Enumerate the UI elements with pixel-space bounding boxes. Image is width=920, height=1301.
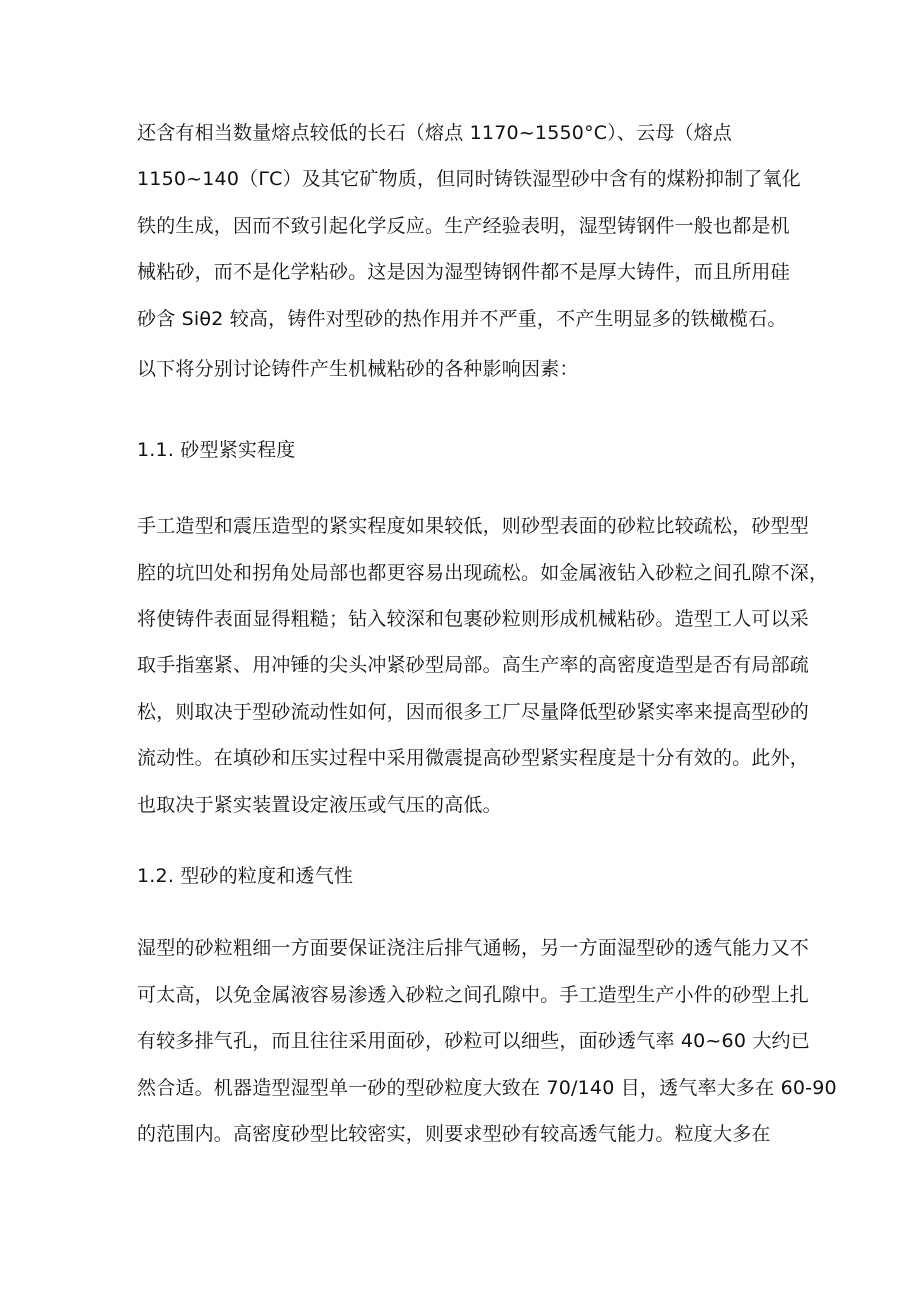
section-heading: 1.2. 型砂的粒度和透气性 xyxy=(137,865,354,887)
paragraph-line: 可太高，以免金属液容易渗透入砂粒之间孔隙中。手工造型生产小件的砂型上扎 xyxy=(137,984,810,1006)
paragraph-line: 也取决于紧实装置设定液压或气压的高低。 xyxy=(137,794,502,816)
paragraph-line: 还含有相当数量熔点较低的长石（熔点 1170~1550°C）、云母（熔点 xyxy=(137,122,733,144)
intro-text: 以下将分别讨论铸件产生机械粘砂的各种影响因素： xyxy=(137,358,579,380)
paragraph-line: 的范围内。高密度砂型比较密实，则要求型砂有较高透气能力。粒度大多在 xyxy=(137,1123,771,1145)
paragraph-line: 腔的坑凹处和拐角处局部也都更容易出现疏松。如金属液钻入砂粒之间孔隙不深， xyxy=(137,562,829,584)
paragraph-line: 手工造型和震压造型的紧实程度如果较低，则砂型表面的砂粒比较疏松，砂型型 xyxy=(137,515,810,537)
paragraph-line: 取手指塞紧、用冲锤的尖头冲紧砂型局部。高生产率的高密度造型是否有局部疏 xyxy=(137,654,810,676)
section-heading: 1.1. 砂型紧实程度 xyxy=(137,439,296,461)
paragraph-line: 然合适。机器造型湿型单一砂的型砂粒度大致在 70/140 目，透气率大多在 60-90 xyxy=(137,1077,837,1099)
paragraph-line: 1150~140（ΓC）及其它矿物质，但同时铸铁湿型砂中含有的煤粉抑制了氧化 xyxy=(137,168,801,190)
paragraph-line: 将使铸件表面显得粗糙；钻入较深和包裹砂粒则形成机械粘砂。造型工人可以采 xyxy=(137,608,810,630)
paragraph-line: 松，则取决于型砂流动性如何，因而很多工厂尽量降低型砂紧实率来提高型砂的 xyxy=(137,701,810,723)
paragraph-line: 流动性。在填砂和压实过程中采用微震提高砂型紧实程度是十分有效的。此外， xyxy=(137,747,810,769)
paragraph-line: 械粘砂，而不是化学粘砂。这是因为湿型铸钢件都不是厚大铸件，而且所用硅 xyxy=(137,261,790,283)
paragraph-line: 砂含 Siθ2 较高，铸件对型砂的热作用并不严重，不产生明显多的铁橄榄石。 xyxy=(137,308,787,330)
paragraph-line: 铁的生成，因而不致引起化学反应。生产经验表明，湿型铸钢件一般也都是机 xyxy=(137,215,790,237)
paragraph-line: 湿型的砂粒粗细一方面要保证浇注后排气通畅，另一方面湿型砂的透气能力又不 xyxy=(137,937,810,959)
paragraph-line: 有较多排气孔，而且往往采用面砂，砂粒可以细些，面砂透气率 40~60 大约已 xyxy=(137,1030,810,1052)
